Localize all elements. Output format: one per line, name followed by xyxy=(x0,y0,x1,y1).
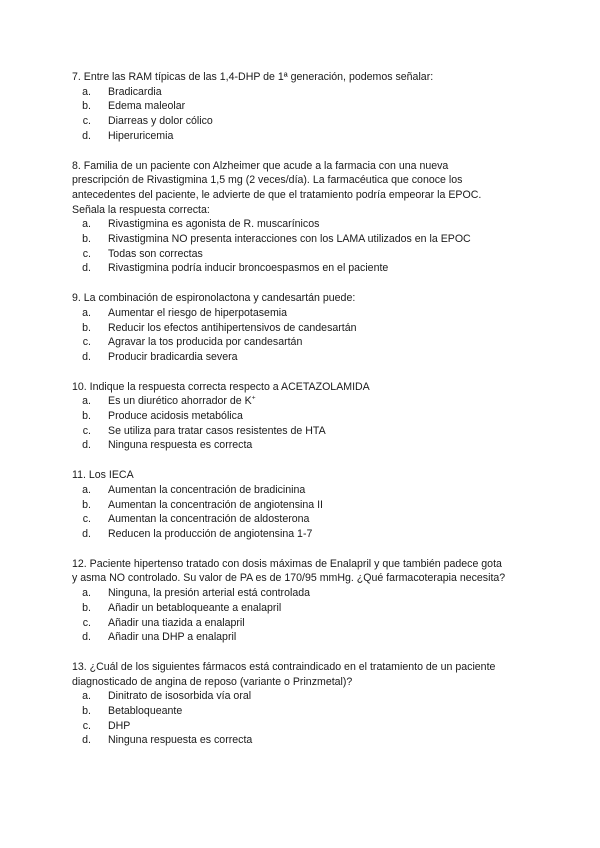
option-text: Ninguna, la presión arterial está controlada xyxy=(108,587,310,600)
option-letter: b. xyxy=(82,100,91,113)
option-text-wrapper xyxy=(108,394,256,409)
option-a xyxy=(72,689,532,704)
option-d xyxy=(72,630,532,645)
option-text: Es un diurético ahorrador de K xyxy=(108,395,252,408)
question-10 xyxy=(72,380,532,454)
option-letter: d. xyxy=(82,439,91,452)
option-letter: d. xyxy=(82,734,91,747)
option-letter: d. xyxy=(82,527,91,540)
question-stem-line: 8. Familia de un paciente con Alzheimer que acude a la farmacia con una nueva xyxy=(72,159,449,172)
option-letter: a. xyxy=(82,218,91,231)
option-text: Rivastigmina es agonista de R. muscarínicos xyxy=(108,218,320,231)
question-stem-line: prescripción de Rivastigmina 1,5 mg (2 veces/día). La farmacéutica que conoce los xyxy=(72,174,463,187)
question-stem: 9. La combinación de espironolactona y candesartán puede: xyxy=(72,292,356,305)
option-text: Reducen la producción de angiotensina 1-7 xyxy=(108,527,313,540)
option-d xyxy=(72,129,532,144)
option-letter: b. xyxy=(82,498,91,511)
option-letter: b. xyxy=(82,705,91,718)
option-text: Ninguna respuesta es correcta xyxy=(108,734,253,747)
option-a xyxy=(72,483,532,498)
option-text: Aumentan la concentración de aldosterona xyxy=(108,513,310,526)
option-c xyxy=(72,719,532,734)
option-a xyxy=(72,586,532,601)
question-7 xyxy=(72,70,532,144)
option-text: DHP xyxy=(108,719,131,732)
option-d xyxy=(72,350,532,365)
question-stem-line: Señala la respuesta correcta: xyxy=(72,203,210,216)
option-a xyxy=(72,306,532,321)
option-a xyxy=(72,217,532,232)
option-text: Ninguna respuesta es correcta xyxy=(108,439,253,452)
option-a xyxy=(72,85,532,100)
question-stem: 10. Indique la respuesta correcta respecto a ACETAZOLAMIDA xyxy=(72,380,370,393)
question-stem-line: diagnosticado de angina de reposo (variante o Prinzmetal)? xyxy=(72,675,353,688)
option-text: Producir bradicardia severa xyxy=(108,350,238,363)
option-c xyxy=(72,512,532,527)
option-text: Reducir los efectos antihipertensivos de candesartán xyxy=(108,321,357,334)
option-text: Añadir un betabloqueante a enalapril xyxy=(108,601,282,614)
option-text: Hiperuricemia xyxy=(108,129,174,142)
option-letter: d. xyxy=(82,262,91,275)
question-11 xyxy=(72,468,532,542)
option-letter: c. xyxy=(82,616,91,629)
option-letter: c. xyxy=(82,336,91,349)
option-b xyxy=(72,321,532,336)
potassium-charge-superscript: + xyxy=(251,394,256,402)
option-b xyxy=(72,601,532,616)
option-letter: d. xyxy=(82,350,91,363)
option-letter: b. xyxy=(82,410,91,423)
option-list xyxy=(72,394,532,453)
question-list xyxy=(72,70,532,763)
option-d xyxy=(72,261,532,276)
option-text: Rivastigmina NO presenta interacciones con los LAMA utilizados en la EPOC xyxy=(108,233,471,246)
option-b xyxy=(72,409,532,424)
option-text: Diarreas y dolor cólico xyxy=(108,115,213,128)
option-letter: b. xyxy=(82,233,91,246)
option-text: Edema maleolar xyxy=(108,100,186,113)
option-letter: c. xyxy=(82,719,91,732)
option-c xyxy=(72,114,532,129)
option-b xyxy=(72,704,532,719)
option-letter: a. xyxy=(82,306,91,319)
option-c xyxy=(72,616,532,631)
option-list xyxy=(72,689,532,748)
option-b xyxy=(72,498,532,513)
question-8 xyxy=(72,159,532,277)
option-text: Bradicardia xyxy=(108,85,162,98)
option-c xyxy=(72,424,532,439)
option-list xyxy=(72,306,532,365)
option-text: Se utiliza para tratar casos resistentes de HTA xyxy=(108,424,326,437)
option-d xyxy=(72,438,532,453)
option-letter: b. xyxy=(82,601,91,614)
option-letter: a. xyxy=(82,85,91,98)
option-a xyxy=(72,394,532,409)
option-text: Aumentar el riesgo de hiperpotasemia xyxy=(108,306,288,319)
question-stem-line: 12. Paciente hipertenso tratado con dosis máximas de Enalapril y que también padece gota xyxy=(72,557,502,570)
option-letter: b. xyxy=(82,321,91,334)
question-stem-line: 13. ¿Cuál de los siguientes fármacos está contraindicado en el tratamiento de un paciente xyxy=(72,660,496,673)
option-letter: c. xyxy=(82,513,91,526)
option-list xyxy=(72,217,532,276)
option-list xyxy=(72,586,532,645)
option-letter: c. xyxy=(82,247,91,260)
option-b xyxy=(72,232,532,247)
option-text: Añadir una tiazida a enalapril xyxy=(108,616,245,629)
question-9 xyxy=(72,291,532,365)
option-b xyxy=(72,99,532,114)
option-letter: d. xyxy=(82,631,91,644)
option-text: Betabloqueante xyxy=(108,705,183,718)
option-text: Aumentan la concentración de bradicinina xyxy=(108,483,306,496)
question-stem-line: y asma NO controlado. Su valor de PA es de 170/95 mmHg. ¿Qué farmacoterapia necesita? xyxy=(72,572,506,585)
question-stem-line: antecedentes del paciente, le advierte de que el tratamiento podría empeorar la EPOC. xyxy=(72,188,482,201)
option-letter: c. xyxy=(82,424,91,437)
option-letter: a. xyxy=(82,587,91,600)
option-text: Produce acidosis metabólica xyxy=(108,410,243,423)
option-text: Dinitrato de isosorbida vía oral xyxy=(108,690,252,703)
option-text: Rivastigmina podría inducir broncoespasmos en el paciente xyxy=(108,262,389,275)
question-13 xyxy=(72,660,532,748)
option-letter: d. xyxy=(82,129,91,142)
option-text: Todas son correctas xyxy=(108,247,203,260)
question-stem: 11. Los IECA xyxy=(72,469,134,482)
option-letter: a. xyxy=(82,690,91,703)
option-letter: a. xyxy=(82,395,91,408)
option-text: Aumentan la concentración de angiotensina II xyxy=(108,498,323,511)
option-d xyxy=(72,527,532,542)
option-letter: a. xyxy=(82,483,91,496)
question-12 xyxy=(72,557,532,645)
option-list xyxy=(72,483,532,542)
option-d xyxy=(72,733,532,748)
option-text: Añadir una DHP a enalapril xyxy=(108,631,237,644)
option-c xyxy=(72,247,532,262)
question-stem: 7. Entre las RAM típicas de las 1,4-DHP de 1ª generación, podemos señalar: xyxy=(72,71,434,83)
option-text: Agravar la tos producida por candesartán xyxy=(108,336,303,349)
option-c xyxy=(72,335,532,350)
option-letter: c. xyxy=(82,115,91,128)
option-list xyxy=(72,85,532,144)
